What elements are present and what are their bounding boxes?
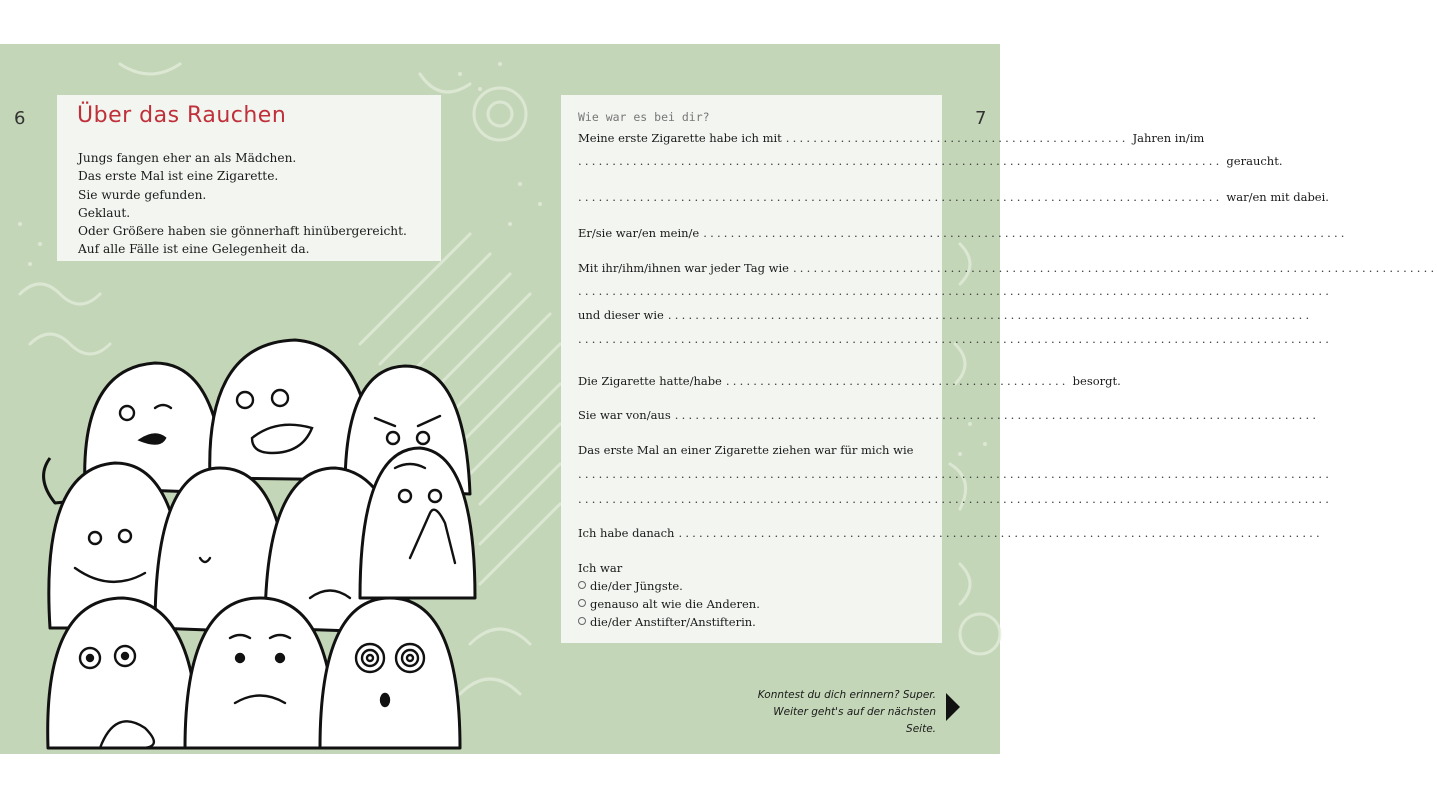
option-instigator[interactable] (578, 615, 756, 629)
question-row-brand (578, 408, 1320, 422)
question-row-and-this (578, 308, 1313, 322)
radio-circle-icon[interactable] (578, 617, 586, 625)
row-suffix: geraucht. (1226, 154, 1283, 168)
text-line: Geklaut. (78, 205, 131, 220)
intro-text-box (57, 95, 441, 261)
question-row-day (578, 261, 1437, 275)
question-first-puff: Das erste Mal an einer Zigarette ziehen war für mich wie (578, 443, 914, 457)
text-line: Oder Größere haben sie gönnerhaft hinübergereicht. (78, 224, 407, 239)
page-number-left: 6 (14, 108, 26, 129)
page-title: Über das Rauchen (77, 103, 287, 128)
row-label: Meine erste Zigarette habe ich mit (578, 131, 782, 145)
row-suffix: war/en mit dabei. (1226, 190, 1329, 204)
row-suffix: Jahren in/im (1132, 131, 1205, 145)
fill-in-blank[interactable]: .............................................................................................. (703, 226, 1348, 240)
next-page-arrow-icon[interactable] (944, 691, 962, 723)
fill-in-blank[interactable]: .............................................................................................................. (578, 284, 1333, 298)
fill-in-blank[interactable]: .............................................................................................................. (578, 467, 1333, 481)
row-label: Ich habe danach (578, 526, 675, 540)
blank-line (578, 332, 1333, 346)
row-suffix: besorgt. (1072, 374, 1121, 388)
fill-in-blank[interactable]: .............................................................................................. (674, 408, 1320, 422)
row-label: Die Zigarette hatte/habe (578, 374, 722, 388)
blank-line (578, 467, 1333, 481)
question-row-relation (578, 226, 1348, 240)
question-row-company (578, 190, 1329, 204)
radio-circle-icon[interactable] (578, 599, 586, 607)
fill-in-blank[interactable]: .................................................. (725, 374, 1069, 388)
question-i-was: Ich war (578, 561, 623, 575)
option-youngest[interactable] (578, 579, 683, 593)
text-line: Auf alle Fälle ist eine Gelegenheit da. (78, 242, 310, 257)
book-spread (0, 44, 1437, 754)
page-number-right: 7 (975, 108, 987, 129)
fill-in-blank[interactable]: .................................................. (785, 131, 1129, 145)
questionnaire-title: Wie war es bei dir? (578, 110, 710, 124)
row-label: Sie war von/aus (578, 408, 671, 422)
fill-in-blank[interactable]: .............................................................................................. (667, 308, 1313, 322)
row-label: Er/sie war/en mein/e (578, 226, 700, 240)
text-line: Das erste Mal ist eine Zigarette. (78, 169, 279, 184)
fill-in-blank[interactable]: .............................................................................................. (578, 190, 1223, 204)
fill-in-blank[interactable]: .............................................................................................................. (578, 332, 1333, 346)
option-same-age[interactable] (578, 597, 760, 611)
blank-line (578, 284, 1333, 298)
question-row-age (578, 131, 1205, 145)
option-label: die/der Anstifter/Anstifterin. (590, 615, 756, 629)
row-label: und dieser wie (578, 308, 664, 322)
footer-note (752, 687, 962, 738)
footer-line: Konntest du dich erinnern? Super. (757, 689, 936, 701)
text-line: Sie wurde gefunden. (78, 187, 207, 202)
option-label: die/der Jüngste. (590, 579, 683, 593)
radio-circle-icon[interactable] (578, 581, 586, 589)
question-row-obtained (578, 374, 1121, 388)
fill-in-blank[interactable]: .............................................................................................. (792, 261, 1437, 275)
fill-in-blank[interactable]: .............................................................................................................. (578, 492, 1333, 506)
row-label: Mit ihr/ihm/ihnen war jeder Tag wie (578, 261, 789, 275)
intro-text (78, 149, 407, 259)
question-row-place (578, 154, 1283, 168)
question-row-afterwards (578, 526, 1323, 540)
fill-in-blank[interactable]: .............................................................................................. (678, 526, 1323, 540)
text-line: Jungs fangen eher an als Mädchen. (78, 151, 297, 165)
questionnaire-box (561, 95, 1437, 643)
fill-in-blank[interactable]: .............................................................................................. (578, 154, 1223, 168)
footer-line: Weiter geht's auf der nächsten Seite. (773, 706, 936, 735)
option-label: genauso alt wie die Anderen. (590, 597, 760, 611)
cartoon-faces-illustration (30, 328, 480, 754)
blank-line (578, 492, 1333, 506)
